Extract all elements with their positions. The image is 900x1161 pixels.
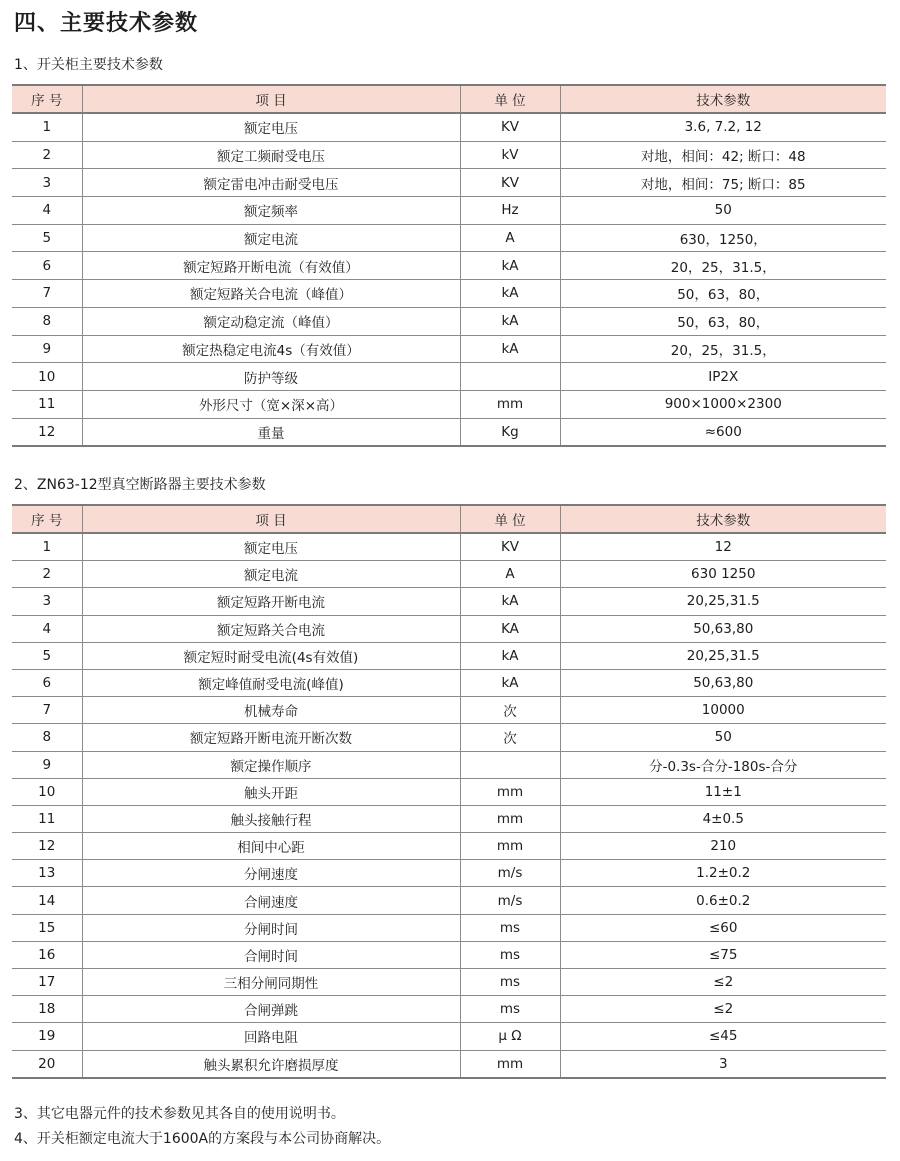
cell-params: ≤60 (560, 914, 886, 941)
cell-item: 额定热稳定电流4s（有效值） (82, 335, 460, 363)
cell-item: 合闸弹跳 (82, 996, 460, 1023)
cell-unit: mm (460, 390, 560, 418)
cell-params: 12 (560, 533, 886, 561)
cell-no: 8 (12, 724, 82, 751)
cell-no: 10 (12, 778, 82, 805)
table-row (12, 860, 886, 887)
table-row (12, 887, 886, 914)
cell-params: 4±0.5 (560, 805, 886, 832)
cell-unit: kA (460, 588, 560, 615)
table-row (12, 307, 886, 335)
table-row (12, 280, 886, 308)
cell-item: 额定短时耐受电流(4s有效值) (82, 642, 460, 669)
table-row (12, 751, 886, 778)
cell-unit: kA (460, 335, 560, 363)
table-row (12, 724, 886, 751)
cell-unit: mm (460, 805, 560, 832)
cell-no: 14 (12, 887, 82, 914)
cell-item: 合闸时间 (82, 941, 460, 968)
table-row (12, 252, 886, 280)
cell-unit: kV (460, 141, 560, 169)
cell-item: 重量 (82, 418, 460, 446)
cell-no: 17 (12, 969, 82, 996)
cell-item: 分闸时间 (82, 914, 460, 941)
cell-unit: kA (460, 252, 560, 280)
table-row (12, 914, 886, 941)
cell-params: IP2X (560, 363, 886, 391)
cell-params: 10000 (560, 697, 886, 724)
cell-item: 额定动稳定流（峰值） (82, 307, 460, 335)
cell-no: 1 (12, 113, 82, 141)
cell-item: 防护等级 (82, 363, 460, 391)
table-row (12, 996, 886, 1023)
cell-unit: KV (460, 169, 560, 197)
cell-unit (460, 363, 560, 391)
cell-params: 50 (560, 197, 886, 225)
table-row (12, 363, 886, 391)
cell-no: 7 (12, 697, 82, 724)
cell-no: 6 (12, 669, 82, 696)
table-row (12, 833, 886, 860)
cell-item: 额定短路开断电流（有效值） (82, 252, 460, 280)
cell-no: 13 (12, 860, 82, 887)
cell-item: 额定电压 (82, 113, 460, 141)
cell-item: 回路电阻 (82, 1023, 460, 1050)
cell-unit: m/s (460, 887, 560, 914)
cell-unit: kA (460, 669, 560, 696)
cell-item: 额定短路开断电流 (82, 588, 460, 615)
cell-no: 4 (12, 615, 82, 642)
cell-no: 2 (12, 141, 82, 169)
table-row (12, 697, 886, 724)
cell-unit: 次 (460, 697, 560, 724)
cell-item: 额定短路开断电流开断次数 (82, 724, 460, 751)
cell-item: 触头接触行程 (82, 805, 460, 832)
header-item: 项 目 (82, 85, 460, 113)
cell-no: 6 (12, 252, 82, 280)
cell-no: 3 (12, 169, 82, 197)
cell-no: 9 (12, 751, 82, 778)
header-no: 序 号 (12, 505, 82, 533)
cell-item: 三相分闸同期性 (82, 969, 460, 996)
cell-params: 1.2±0.2 (560, 860, 886, 887)
cell-params: 630 1250 (560, 561, 886, 588)
cell-item: 相间中心距 (82, 833, 460, 860)
cell-unit: μ Ω (460, 1023, 560, 1050)
cell-no: 12 (12, 833, 82, 860)
header-params: 技术参数 (560, 505, 886, 533)
table-row (12, 561, 886, 588)
cell-no: 4 (12, 197, 82, 225)
cell-item: 额定雷电冲击耐受电压 (82, 169, 460, 197)
cell-item: 额定短路关合电流 (82, 615, 460, 642)
cell-params: ≤45 (560, 1023, 886, 1050)
table-row (12, 224, 886, 252)
cell-params: 900×1000×2300 (560, 390, 886, 418)
table-row (12, 669, 886, 696)
cell-item: 额定工频耐受电压 (82, 141, 460, 169)
cell-item: 额定操作顺序 (82, 751, 460, 778)
section-1-title: 1、开关柜主要技术参数 (14, 57, 163, 73)
breaker-spec-table (12, 504, 886, 1079)
cell-item: 额定电流 (82, 224, 460, 252)
cell-no: 1 (12, 533, 82, 561)
cell-unit: Hz (460, 197, 560, 225)
cell-no: 8 (12, 307, 82, 335)
cell-params: 20，25，31.5， (560, 335, 886, 363)
cell-params: 20，25，31.5， (560, 252, 886, 280)
table-row (12, 141, 886, 169)
cell-params: 3 (560, 1050, 886, 1078)
cell-no: 5 (12, 642, 82, 669)
table-row (12, 778, 886, 805)
cell-unit: A (460, 561, 560, 588)
table-row (12, 615, 886, 642)
table-row (12, 533, 886, 561)
cell-unit: ms (460, 914, 560, 941)
cell-item: 分闸速度 (82, 860, 460, 887)
cell-params: 11±1 (560, 778, 886, 805)
cell-params: 630，1250， (560, 224, 886, 252)
switchgear-spec-table (12, 84, 886, 447)
cell-unit: mm (460, 778, 560, 805)
cell-unit (460, 751, 560, 778)
cell-no: 16 (12, 941, 82, 968)
cell-params: 20,25,31.5 (560, 588, 886, 615)
header-unit: 单 位 (460, 505, 560, 533)
cell-no: 9 (12, 335, 82, 363)
cell-item: 外形尺寸（宽×深×高） (82, 390, 460, 418)
cell-unit: kA (460, 307, 560, 335)
cell-unit: kA (460, 280, 560, 308)
page-title: 四、主要技术参数 (14, 11, 199, 36)
cell-no: 19 (12, 1023, 82, 1050)
table-row (12, 588, 886, 615)
header-unit: 单 位 (460, 85, 560, 113)
cell-no: 18 (12, 996, 82, 1023)
header-params: 技术参数 (560, 85, 886, 113)
cell-params: 对地，相间：75; 断口：85 (560, 169, 886, 197)
cell-no: 10 (12, 363, 82, 391)
cell-item: 额定峰值耐受电流(峰值) (82, 669, 460, 696)
section-2-title: 2、ZN63-12型真空断路器主要技术参数 (14, 477, 266, 493)
table-row (12, 1023, 886, 1050)
cell-no: 12 (12, 418, 82, 446)
cell-unit: ms (460, 941, 560, 968)
cell-unit: m/s (460, 860, 560, 887)
cell-no: 11 (12, 390, 82, 418)
cell-unit: 次 (460, 724, 560, 751)
table-header-row (12, 505, 886, 533)
cell-params: ≤2 (560, 996, 886, 1023)
cell-params: ≤75 (560, 941, 886, 968)
table-row (12, 969, 886, 996)
cell-params: 3.6, 7.2, 12 (560, 113, 886, 141)
note-4: 4、开关柜额定电流大于1600A的方案段与本公司协商解决。 (14, 1131, 391, 1147)
cell-item: 触头开距 (82, 778, 460, 805)
cell-no: 11 (12, 805, 82, 832)
cell-params: 50,63,80 (560, 669, 886, 696)
table-row (12, 1050, 886, 1078)
header-item: 项 目 (82, 505, 460, 533)
table-row (12, 169, 886, 197)
cell-unit: kA (460, 642, 560, 669)
table-row (12, 390, 886, 418)
table-row (12, 642, 886, 669)
cell-no: 7 (12, 280, 82, 308)
cell-unit: KV (460, 533, 560, 561)
table-row (12, 418, 886, 446)
cell-no: 5 (12, 224, 82, 252)
cell-unit: KA (460, 615, 560, 642)
table-row (12, 941, 886, 968)
table-header-row (12, 85, 886, 113)
header-no: 序 号 (12, 85, 82, 113)
cell-unit: mm (460, 833, 560, 860)
cell-params: 50，63，80， (560, 307, 886, 335)
table-row (12, 113, 886, 141)
cell-params: 50 (560, 724, 886, 751)
cell-params: 0.6±0.2 (560, 887, 886, 914)
cell-no: 20 (12, 1050, 82, 1078)
cell-item: 额定电压 (82, 533, 460, 561)
cell-unit: A (460, 224, 560, 252)
cell-params: 分-0.3s-合分-180s-合分 (560, 751, 886, 778)
cell-params: 20,25,31.5 (560, 642, 886, 669)
cell-item: 额定短路关合电流（峰值） (82, 280, 460, 308)
cell-params: 对地，相间：42; 断口：48 (560, 141, 886, 169)
table-row (12, 197, 886, 225)
cell-item: 触头累积允许磨损厚度 (82, 1050, 460, 1078)
cell-unit: Kg (460, 418, 560, 446)
table-row (12, 335, 886, 363)
cell-unit: KV (460, 113, 560, 141)
cell-params: ≈600 (560, 418, 886, 446)
cell-item: 机械寿命 (82, 697, 460, 724)
cell-no: 3 (12, 588, 82, 615)
table-row (12, 805, 886, 832)
note-3: 3、其它电器元件的技术参数见其各自的使用说明书。 (14, 1106, 345, 1122)
cell-params: 210 (560, 833, 886, 860)
cell-unit: mm (460, 1050, 560, 1078)
cell-unit: ms (460, 969, 560, 996)
cell-no: 2 (12, 561, 82, 588)
cell-no: 15 (12, 914, 82, 941)
cell-unit: ms (460, 996, 560, 1023)
cell-params: 50,63,80 (560, 615, 886, 642)
cell-params: 50，63，80， (560, 280, 886, 308)
cell-item: 合闸速度 (82, 887, 460, 914)
cell-params: ≤2 (560, 969, 886, 996)
cell-item: 额定频率 (82, 197, 460, 225)
cell-item: 额定电流 (82, 561, 460, 588)
